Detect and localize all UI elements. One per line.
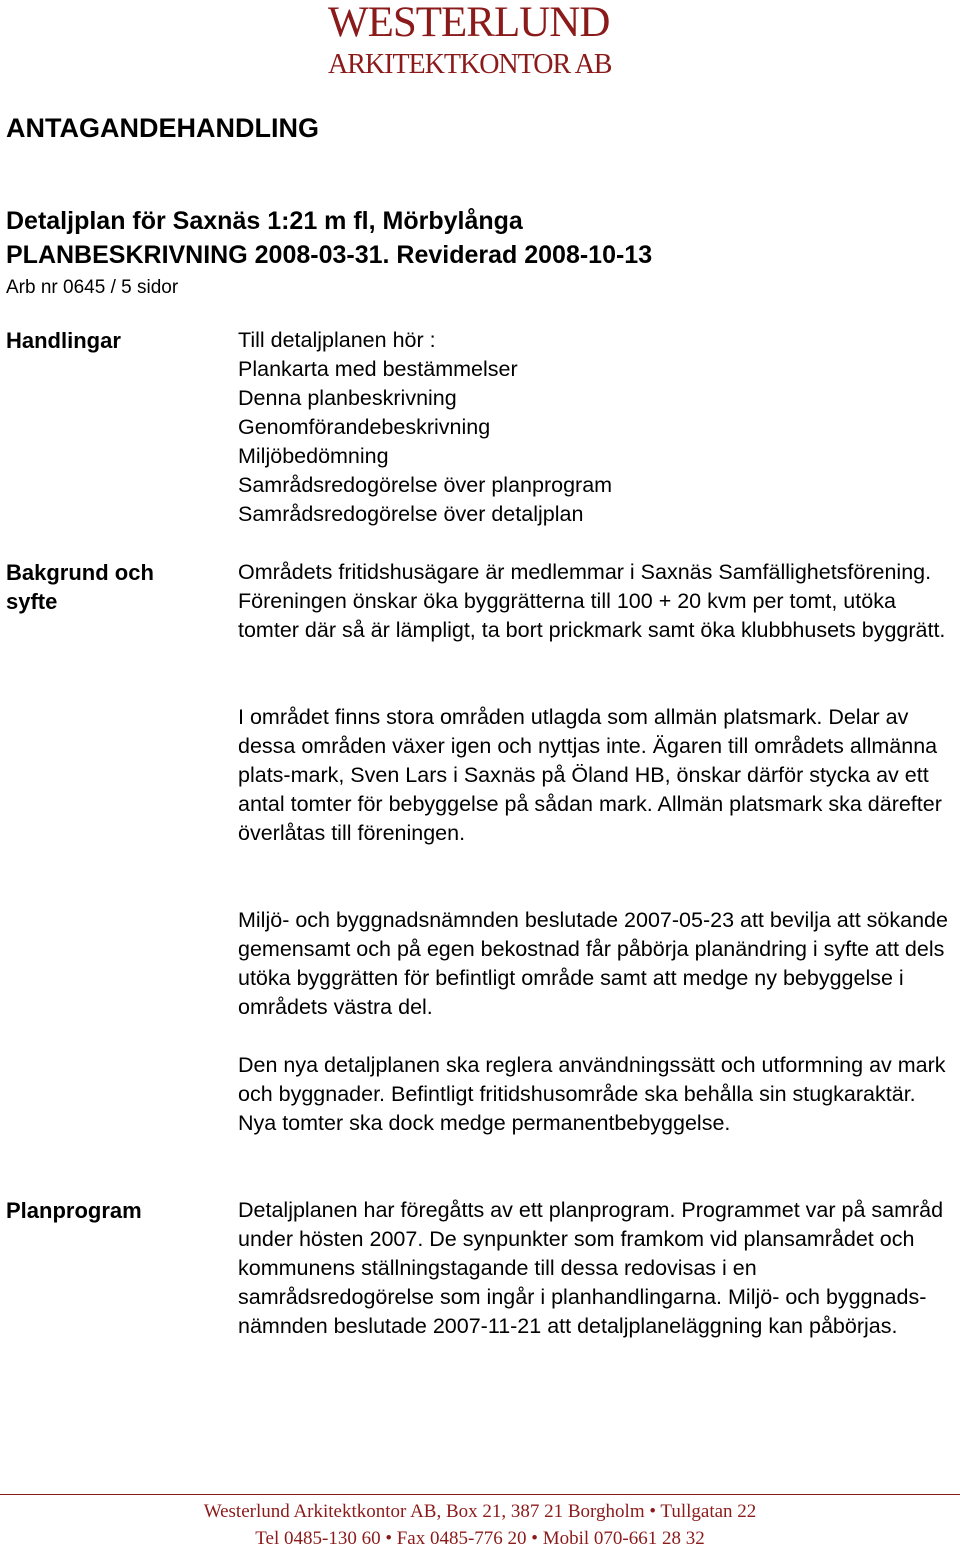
footer-divider [0,1494,960,1495]
section-body-handlingar [238,326,958,529]
document-title: Detaljplan för Saxnäs 1:21 m fl, Mörbylånga [6,207,523,235]
list-item: Samrådsredogörelse över planprogram [238,473,613,497]
section-label-line: Bakgrund och [6,560,154,585]
paragraph: Den nya detaljplanen ska reglera användningssätt och utformning av mark och byggnader. Befintligt fritidshusområde ska behålla sin stugkaraktär. Nya tomter ska dock medge permanentbebyggelse. [238,1053,946,1135]
list-item: Miljöbedömning [238,444,389,468]
list-item: Denna planbeskrivning [238,386,457,410]
paragraph: I området finns stora områden utlagda som allmän platsmark. Delar av dessa områden växer igen och nyttjas inte. Ägaren till områdets allmänna plats-mark, Sven Lars i Saxnäs på Öland HB, önskar därför stycka av ett antal tomter för bebyggelse på sådan mark. Allmän platsmark ska därefter överlåtas till föreningen. [238,705,942,845]
footer-contact: Tel 0485-130 60 • Fax 0485-776 20 • Mobil 070-661 28 32 [255,1528,705,1549]
section-body-bakgrund-4 [238,1051,958,1138]
company-logo [328,0,928,80]
document-subtitle: PLANBESKRIVNING 2008-03-31. Reviderad 2008-10-13 [6,241,653,269]
section-label-line: syfte [6,589,58,614]
footer-address: Westerlund Arkitektkontor AB, Box 21, 387 21 Borgholm • Tullgatan 22 [203,1501,757,1522]
list-item: Plankarta med bestämmelser [238,357,518,381]
section-body-planprogram [238,1196,958,1341]
footer [0,1498,960,1552]
section-body-bakgrund [238,558,958,645]
paragraph: Områdets fritidshusägare är medlemmar i Saxnäs Samfällighetsförening. Föreningen önskar öka byggrätterna till 100 + 20 kvm per tomt, utöka tomter där så är lämpligt, ta bort prickmark samt öka klubbhusets byggrätt. [238,560,946,642]
paragraph: Detaljplanen har föregåtts av ett planprogram. Programmet var på samråd under hösten 2007. De synpunkter som framkom vid plansamrådet och kommunens ställningstagande till dessa redovisas i en samrådsredogörelse som ingår i planhandlingarna. Miljö- och byggnads-nämnden beslutade 2007-11-21 att detaljplaneläggning kan påbörjas. [238,1198,944,1338]
company-subtitle: ARKITEKTKONTOR AB [328,49,612,80]
paragraph: Miljö- och byggnadsnämnden beslutade 2007-05-23 att bevilja att sökande gemensamt och på egen bekostnad får påbörja planändring i syfte att dels utöka byggrätten för befintligt område samt att medge ny bebyggelse i områdets västra del. [238,908,948,1019]
document-status: ANTAGANDEHANDLING [6,113,319,143]
handlingar-intro: Till detaljplanen hör : [238,328,436,352]
section-label-bakgrund [6,558,206,616]
list-item: Genomförandebeskrivning [238,415,491,439]
work-number: Arb nr 0645 / 5 sidor [6,277,179,298]
list-item: Samrådsredogörelse över detaljplan [238,502,584,526]
document-title-block [6,204,946,302]
section-label-handlingar: Handlingar [6,328,121,353]
company-name: WESTERLUND [328,0,610,46]
section-body-bakgrund-2 [238,703,958,848]
section-label-planprogram: Planprogram [6,1198,142,1223]
section-body-bakgrund-3 [238,906,958,1022]
